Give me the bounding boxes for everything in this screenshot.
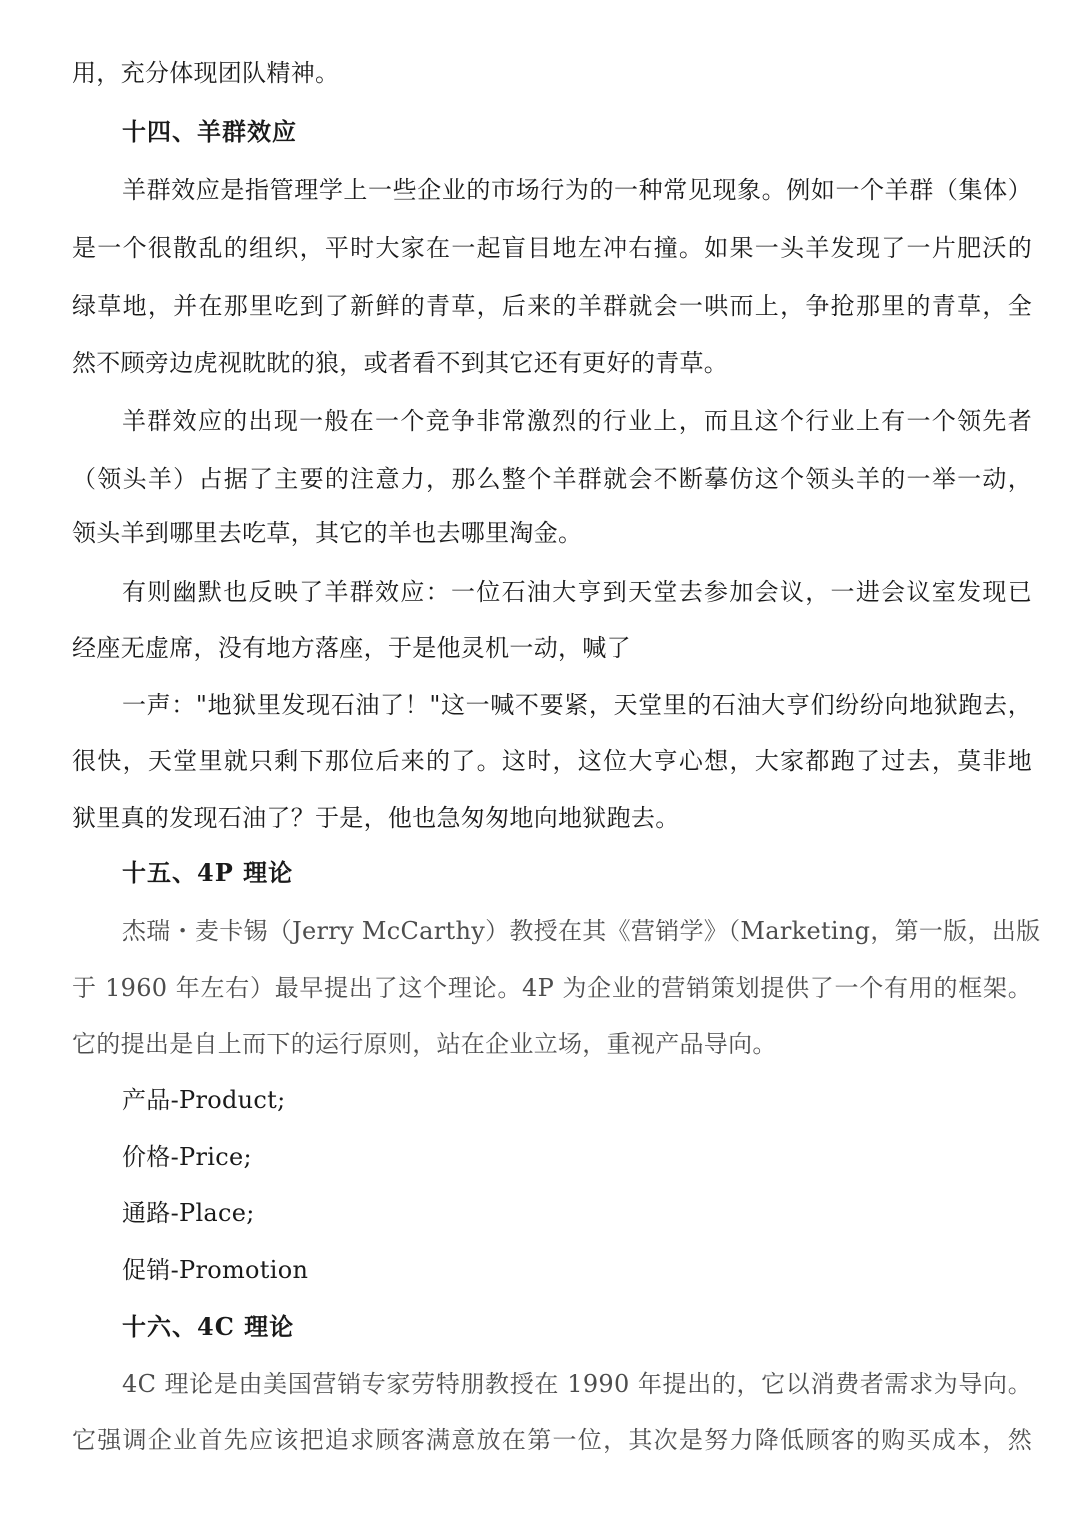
paragraph-line: 于 1960 年左右）最早提出了这个理论。4P 为企业的营销策划提供了一个有用的框架。 — [72, 974, 1032, 1002]
section-heading-herd-effect: 十四、羊群效应 — [122, 117, 297, 146]
paragraph-line: 一声："地狱里发现石油了！"这一喊不要紧，天堂里的石油大亨们纷纷向地狱跑去， — [122, 691, 1032, 719]
paragraph-line: 羊群效应是指管理学上一些企业的市场行为的一种常见现象。例如一个羊群（集体） — [122, 176, 1032, 204]
paragraph-line: 杰瑞・麦卡锡（Jerry McCarthy）教授在其《营销学》（Marketing，第一版，出版 — [122, 917, 1041, 945]
paragraph-line: 有则幽默也反映了羊群效应：一位石油大亨到天堂去参加会议，一进会议室发现已 — [122, 578, 1032, 606]
paragraph-line: 领头羊到哪里去吃草，其它的羊也去哪里淘金。 — [72, 519, 583, 547]
paragraph-line: 是一个很散乱的组织，平时大家在一起盲目地左冲右撞。如果一头羊发现了一片肥沃的 — [72, 234, 1032, 262]
paragraph-line: 狱里真的发现石油了？于是，他也急匆匆地向地狱跑去。 — [72, 804, 680, 832]
paragraph-line: 用，充分体现团队精神。 — [72, 59, 340, 87]
paragraph-line: 它强调企业首先应该把追求顾客满意放在第一位，其次是努力降低顾客的购买成本，然 — [72, 1426, 1032, 1454]
list-item-promotion: 促销-Promotion — [122, 1256, 309, 1284]
paragraph-line: 然不顾旁边虎视眈眈的狼，或者看不到其它还有更好的青草。 — [72, 349, 729, 377]
paragraph-line: 羊群效应的出现一般在一个竞争非常激烈的行业上，而且这个行业上有一个领先者 — [122, 407, 1032, 435]
section-heading-4c-theory: 十六、4C 理论 — [122, 1312, 295, 1341]
section-heading-4p-theory: 十五、4P 理论 — [122, 858, 294, 887]
paragraph-line: 它的提出是自上而下的运行原则，站在企业立场，重视产品导向。 — [72, 1030, 777, 1058]
paragraph-line: 绿草地，并在那里吃到了新鲜的青草，后来的羊群就会一哄而上，争抢那里的青草，全 — [72, 292, 1032, 320]
paragraph-line: （领头羊）占据了主要的注意力，那么整个羊群就会不断摹仿这个领头羊的一举一动， — [72, 465, 1032, 493]
paragraph-line: 经座无虚席，没有地方落座，于是他灵机一动，喊了 — [72, 634, 631, 662]
list-item-place: 通路-Place; — [122, 1199, 255, 1227]
paragraph-line: 很快，天堂里就只剩下那位后来的了。这时，这位大亨心想，大家都跑了过去，莫非地 — [72, 747, 1032, 775]
list-item-price: 价格-Price; — [122, 1143, 252, 1171]
paragraph-line: 4C 理论是由美国营销专家劳特朋教授在 1990 年提出的，它以消费者需求为导向。 — [122, 1370, 1032, 1398]
list-item-product: 产品-Product; — [122, 1086, 286, 1114]
